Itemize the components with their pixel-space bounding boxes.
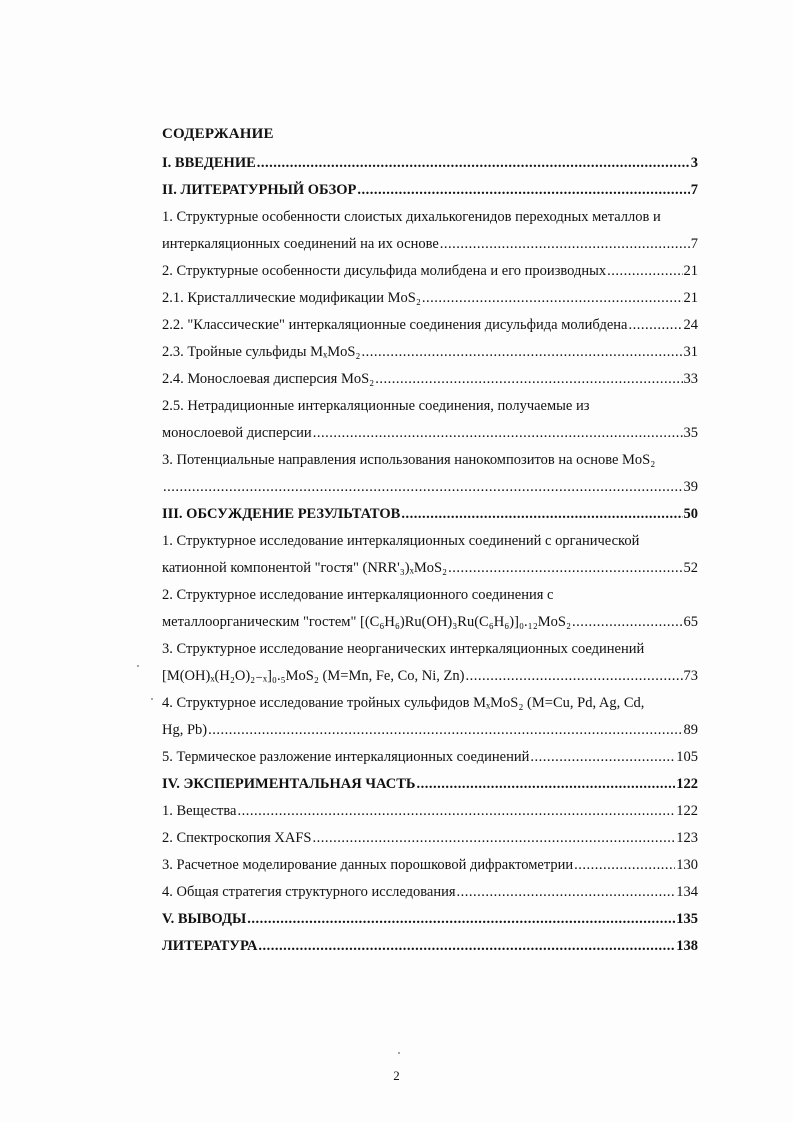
page-number: 2 <box>393 1068 400 1083</box>
toc-entry[interactable] <box>162 258 698 285</box>
toc-entry-page: 7 <box>690 236 698 252</box>
toc-entry[interactable] <box>162 582 698 636</box>
toc-entry[interactable] <box>162 339 698 366</box>
toc-entry-title-cont: катионной компонентой "гостя" (NRR'₃)ₓMoS₂ <box>162 560 448 576</box>
leader-dots <box>357 177 689 204</box>
leader-dots <box>258 933 675 960</box>
leader-dots <box>247 906 675 933</box>
leader-dots <box>574 852 675 879</box>
leader-dots <box>361 339 682 366</box>
leader-dots <box>163 474 683 501</box>
leader-dots <box>448 555 682 582</box>
toc-entry[interactable] <box>162 393 698 447</box>
toc-entry-title: 2.5. Нетрадиционные интеркаляционные соединения, получаемые из <box>162 398 590 414</box>
toc-entry-title: 3. Расчетное моделирование данных порошковой дифрактометрии <box>162 857 574 873</box>
leader-dots <box>375 366 682 393</box>
toc-entry-title: III. ОБСУЖДЕНИЕ РЕЗУЛЬТАТОВ <box>162 506 401 522</box>
toc-entry[interactable] <box>162 312 698 339</box>
toc-entry[interactable] <box>162 906 698 933</box>
toc-entry-page: 21 <box>683 290 698 306</box>
toc-entry-title: 1. Структурное исследование интеркаляционных соединений с органической <box>162 533 640 549</box>
toc-entry-page: 52 <box>683 560 698 576</box>
toc-entry-page: 123 <box>676 830 698 846</box>
toc-heading: СОДЕРЖАНИЕ <box>162 126 274 142</box>
toc-entry[interactable] <box>162 177 698 204</box>
toc-entry-page: 24 <box>683 317 698 333</box>
toc-entry[interactable] <box>162 285 698 312</box>
toc-entry[interactable] <box>162 744 698 771</box>
toc-entry-title: 2. Спектроскопия XAFS <box>162 830 312 846</box>
toc-entry-title: IV. ЭКСПЕРИМЕНТАЛЬНАЯ ЧАСТЬ <box>162 776 416 792</box>
leader-dots <box>440 231 690 258</box>
toc-entry[interactable] <box>162 771 698 798</box>
leader-dots <box>257 150 690 177</box>
toc-entry-page: 7 <box>690 182 698 198</box>
toc-entry-page: 138 <box>676 938 698 954</box>
toc-entry[interactable] <box>162 447 698 501</box>
leader-dots <box>208 717 682 744</box>
toc-entry-title: 3. Потенциальные направления использования нанокомпозитов на основе MoS₂ <box>162 452 656 468</box>
toc-entry[interactable] <box>162 690 698 744</box>
scan-speck <box>151 698 153 700</box>
toc-entry[interactable] <box>162 879 698 906</box>
toc-entry[interactable] <box>162 852 698 879</box>
toc-entry[interactable] <box>162 933 698 960</box>
toc-entry-page: 21 <box>683 263 698 279</box>
toc-entry-title: II. ЛИТЕРАТУРНЫЙ ОБЗОР <box>162 182 357 198</box>
toc-entry-title: V. ВЫВОДЫ <box>162 911 247 927</box>
toc-entry[interactable] <box>162 798 698 825</box>
toc-entry-title: 2. Структурное исследование интеркаляционного соединения с <box>162 587 554 603</box>
toc-entry-page: 50 <box>683 506 698 522</box>
toc-entry-page: 3 <box>690 155 698 171</box>
toc-entry[interactable] <box>162 528 698 582</box>
toc-entry-page: 39 <box>683 479 698 495</box>
toc-entry-title: 3. Структурное исследование неорганических интеркаляционных соединений <box>162 641 645 657</box>
scan-speck <box>137 665 139 667</box>
leader-dots <box>401 501 682 528</box>
toc-entry-title: 2.1. Кристаллические модификации MoS₂ <box>162 290 421 306</box>
table-of-contents <box>162 124 698 960</box>
leader-dots <box>422 285 683 312</box>
toc-entry-title: 2.2. "Классические" интеркаляционные соединения дисульфида молибдена <box>162 317 628 333</box>
leader-dots <box>572 609 682 636</box>
leader-dots <box>530 744 675 771</box>
toc-entry[interactable] <box>162 825 698 852</box>
toc-entry-title: 2.3. Тройные сульфиды MₓMoS₂ <box>162 344 361 360</box>
toc-entry-page: 73 <box>683 668 698 684</box>
toc-entry-title: 1. Структурные особенности слоистых дихалькогенидов переходных металлов и <box>162 209 661 225</box>
leader-dots <box>416 771 675 798</box>
leader-dots <box>312 825 675 852</box>
toc-entry-title: 2.4. Монослоевая дисперсия MoS₂ <box>162 371 375 387</box>
toc-entry-page: 65 <box>683 614 698 630</box>
toc-entry-page: 35 <box>683 425 698 441</box>
leader-dots <box>457 879 676 906</box>
toc-entry-title-cont: [M(OH)ₓ(H₂O)₂₋ₓ]₀.₅MoS₂ (M=Mn, Fe, Co, Ni, Zn) <box>162 668 465 684</box>
toc-entry-page: 89 <box>683 722 698 738</box>
toc-entry-page: 122 <box>676 803 698 819</box>
toc-entry-page: 134 <box>676 884 698 900</box>
toc-entry-title: 5. Термическое разложение интеркаляционных соединений <box>162 749 530 765</box>
toc-entry-page: 105 <box>676 749 698 765</box>
leader-dots <box>628 312 682 339</box>
toc-entry-page: 135 <box>676 911 698 927</box>
toc-entry-page: 33 <box>683 371 698 387</box>
toc-entry-title-cont: металлоорганическим "гостем" [(C₆H₆)Ru(OH)₃Ru(C₆H₆)]₀.₁₂MoS₂ <box>162 614 572 630</box>
toc-entry-title-cont: монослоевой дисперсии <box>162 425 312 441</box>
toc-entry-title: 2. Структурные особенности дисульфида молибдена и его производных <box>162 263 607 279</box>
toc-entry-title-cont: интеркаляционных соединений на их основе <box>162 236 439 252</box>
toc-entry[interactable] <box>162 204 698 258</box>
toc-entry-title: I. ВВЕДЕНИЕ <box>162 155 256 171</box>
toc-entry-title: 1. Вещества <box>162 803 237 819</box>
leader-dots <box>237 798 675 825</box>
scan-speck <box>398 1052 400 1054</box>
toc-entry-page: 122 <box>676 776 698 792</box>
leader-dots <box>607 258 682 285</box>
toc-entry[interactable] <box>162 636 698 690</box>
toc-entry-title-cont: Hg, Pb) <box>162 722 208 738</box>
toc-entry-title: 4. Структурное исследование тройных сульфидов MₓMoS₂ (M=Cu, Pd, Ag, Cd, <box>162 695 645 711</box>
leader-dots <box>465 663 682 690</box>
toc-entry-page: 130 <box>676 857 698 873</box>
toc-entry[interactable] <box>162 366 698 393</box>
toc-entry-page: 31 <box>683 344 698 360</box>
toc-entry-title: 4. Общая стратегия структурного исследования <box>162 884 456 900</box>
toc-entry[interactable] <box>162 501 698 528</box>
toc-entry-title: ЛИТЕРАТУРА <box>162 938 258 954</box>
leader-dots <box>313 420 683 447</box>
toc-entry[interactable] <box>162 150 698 177</box>
